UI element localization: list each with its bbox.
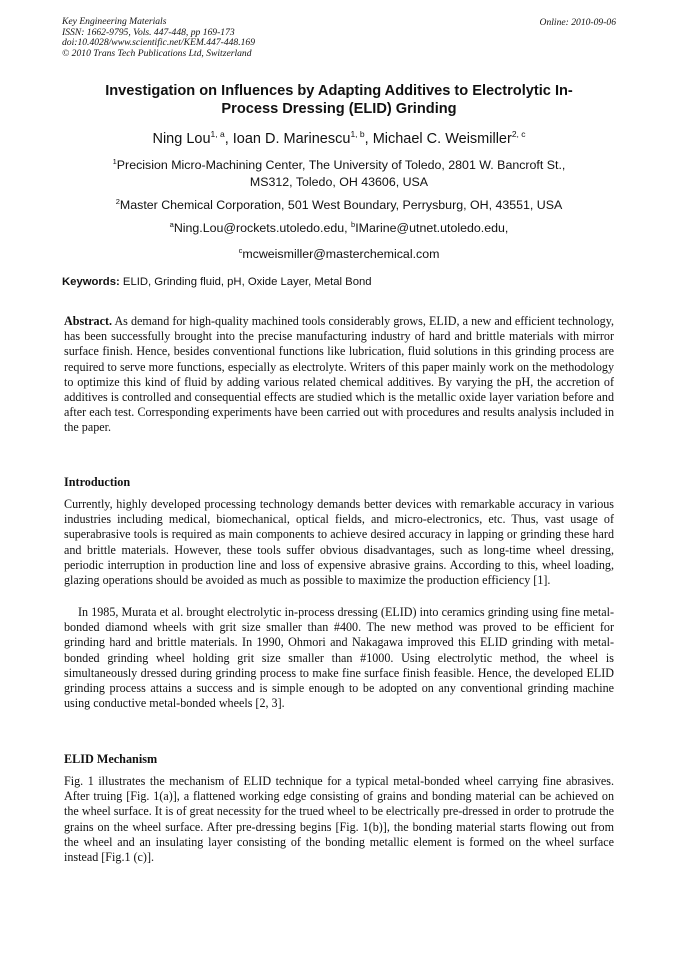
author-affiliation-mark: 1, b: [350, 129, 365, 139]
affiliation-mark: 2: [115, 197, 120, 206]
journal-copyright: © 2010 Trans Tech Publications Ltd, Switzerland: [62, 47, 252, 59]
abstract-label: Abstract.: [64, 314, 113, 328]
author-separator: ,: [364, 130, 373, 147]
affiliation-1: [80, 153, 598, 191]
journal-header: [62, 17, 255, 59]
affiliation-2-text: Master Chemical Corporation, 501 West Boundary, Perrysburg, OH, 43551, USA: [119, 198, 563, 213]
journal-issn: ISSN: 1662-9795, Vols. 447-448, pp 169-173: [62, 26, 235, 38]
mechanism-paragraph-1: Fig. 1 illustrates the mechanism of ELID technique for a typical metal-bonded wheel carrying fine abrasives. After truing [Fig. 1(a)], a flattened working edge consisting of grains and bonding material can be achieved on the wheel surface. It is of great necessity for the trued wheel to be electrically pre-dressed in order to protrude the grains on the wheel surface. After pre-dressing begins [Fig. 1(b)], the bonding material starts flowing out from the wheel and an insulating layer consisting of the bonding metallic element is formed on the wheel surface instead [Fig.1 (c)].: [64, 774, 614, 865]
keywords-text: ELID, Grinding fluid, pH, Oxide Layer, Metal Bond: [119, 276, 372, 288]
email-mark: c: [238, 246, 243, 256]
author-name: Ning Lou: [152, 130, 211, 147]
keywords: [62, 276, 616, 288]
email-link[interactable]: Ning.Lou@rockets.utoledo.edu,: [173, 221, 352, 236]
paper-title: [70, 82, 608, 118]
keywords-label: Keywords:: [62, 276, 120, 288]
author-name: Michael C. Weismiller: [372, 130, 512, 147]
online-date: Online: 2010-09-06: [539, 17, 616, 28]
introduction-paragraph-1: Currently, highly developed processing technology demands better devices with remarkable accuracy in various industries including medical, biomechanical, optical fields, and micro-electronics, etc. Thus, vast usage of superabrasive tools is required as main components to achieve desired accuracy in lapping or grinding these hard and brittle materials. However, these tools suffer obvious disadvantages, such as long-time wheel dressing, periodic interruption in production line and loss of expensive abrasive grains. According to this, wheel loading, glazing operations should be avoided as much as possible to maximize the production efficiency [1].: [64, 497, 614, 588]
email-mark: b: [351, 220, 356, 229]
author-name: Ioan D. Marinescu: [232, 130, 351, 147]
author-affiliation-mark: 2, c: [511, 129, 526, 139]
email-mark: a: [169, 220, 174, 229]
author-list: [62, 129, 616, 147]
abstract-paragraph: [64, 314, 614, 436]
email-link[interactable]: mcweismiller@masterchemical.com: [242, 247, 440, 262]
affiliation-1-line-1: Precision Micro-Machining Center, The University of Toledo, 2801 W. Bancroft St.,: [116, 158, 566, 173]
author-affiliation-mark: 1, a: [210, 129, 225, 139]
mechanism-heading: ELID Mechanism: [64, 752, 158, 766]
author-separator: ,: [224, 130, 233, 147]
abstract-text: As demand for high-quality machined tools considerably grows, ELID, a new and efficient technology, has been successfully brought into the precise manufacturing industry of hard and brittle materials with mirror surface finish. Hence, besides conventional functions like lubrication, fluid solutions in this grinding process are required to serve more functions, especially as electrolyte. Writers of this paper mainly work on the methodology to optimize this kind of fluid by adding various related chemical additives. By varying the pH, the accretion of additives is controlled and consequential effects are studied which is the metallic oxide layer variation before and after each test. Corresponding experiments have been carried out with procedures and results analysis included in the paper.: [64, 314, 614, 435]
introduction-paragraph-2-text: In 1985, Murata et al. brought electrolytic in-process dressing (ELID) into ceramics grinding using fine metal-bonded diamond wheels with grit size smaller than #400. The new method was proved to be efficient for grinding hard and brittle materials. In 1990, Ohmori and Nakagawa improved this ELID grinding with metal-bonded grinding wheel holding grit size smaller than #1000. Using electrolytic method, the wheel is simultaneously dressed during grinding process to make fine surface finish feasible. Hence, the developed ELID grinding process attains a success and is simple enough to be adopted on any conventional grinding machine using conductive metal-bonded wheels [2, 3].: [64, 605, 614, 711]
email-link[interactable]: IMarine@utnet.utoledo.edu,: [355, 221, 509, 236]
title-line-2: Process Dressing (ELID) Grinding: [221, 101, 457, 117]
affiliation-2: [80, 193, 598, 214]
affiliation-mark: 1: [112, 157, 117, 166]
journal-name: Key Engineering Materials: [62, 16, 167, 27]
title-line-1: Investigation on Influences by Adapting Additives to Electrolytic In-: [105, 83, 573, 99]
author-emails: [80, 216, 598, 263]
introduction-paragraph-2: [64, 605, 614, 711]
introduction-heading: Introduction: [64, 475, 131, 489]
affiliation-1-line-2: MS312, Toledo, OH 43606, USA: [249, 175, 429, 190]
journal-doi: doi:10.4028/www.scientific.net/KEM.447-448.169: [62, 37, 256, 49]
